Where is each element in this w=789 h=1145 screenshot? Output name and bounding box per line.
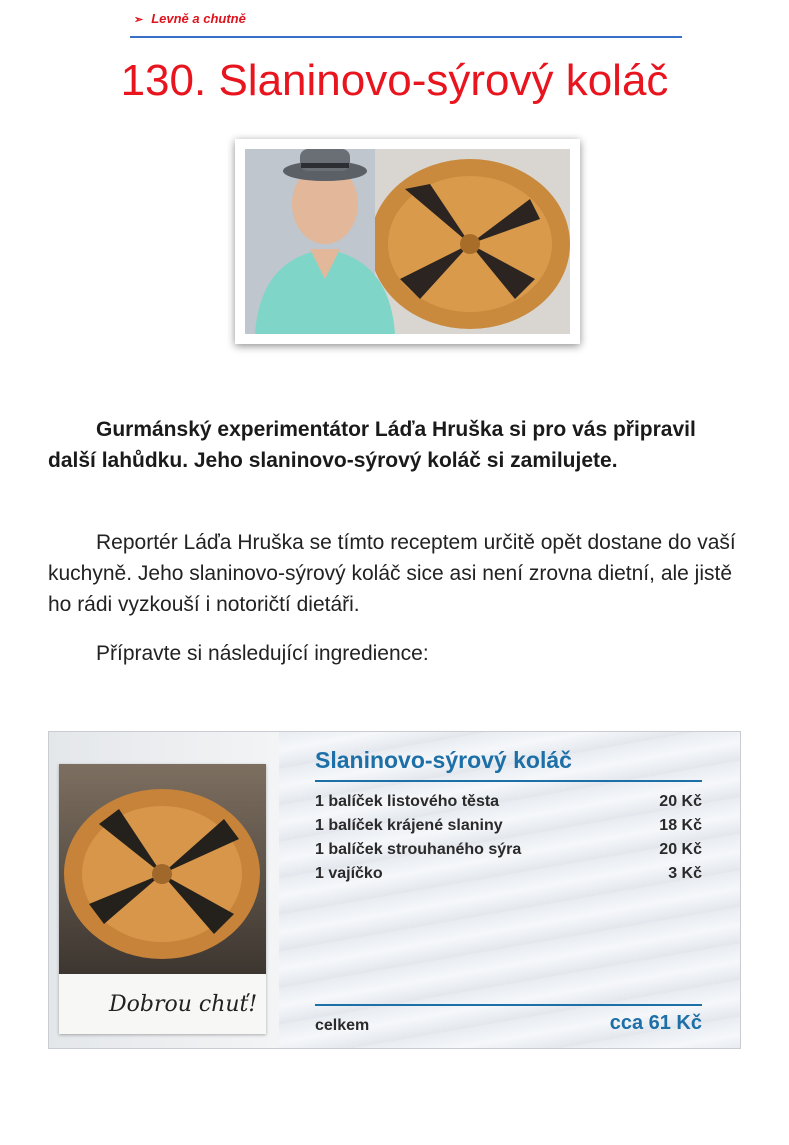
recipe-card-total-rule	[315, 1004, 702, 1006]
ingredient-price: 20 Kč	[659, 841, 702, 858]
body-text: Reportér Láďa Hruška se tímto receptem určitě opět dostane do vaší kuchyně. Jeho slaninovo-sýrový koláč sice asi není zrovna dietní, ale jistě ho rádi vyzkouší i notoričtí dietáři.	[48, 531, 736, 616]
photo-frame	[235, 139, 580, 344]
ingredient-name: 1 balíček krájené slaniny	[315, 817, 503, 834]
ingredients-prompt-text: Přípravte si následující ingredience:	[96, 642, 429, 665]
ingredient-row	[315, 814, 702, 838]
ingredient-name: 1 balíček listového těsta	[315, 793, 500, 810]
recipe-card-title-rule	[315, 780, 702, 782]
ingredient-row	[315, 838, 702, 862]
ingredient-row	[315, 862, 702, 886]
polaroid-photo	[59, 764, 266, 1034]
signature: Dobrou chuť!	[109, 992, 258, 1017]
section-header	[134, 11, 246, 26]
recipe-card	[48, 731, 741, 1049]
ingredient-price: 3 Kč	[668, 865, 702, 882]
pie-photo	[59, 764, 266, 974]
ingredients-list	[315, 790, 702, 886]
recipe-card-title: Slaninovo-sýrový koláč	[315, 747, 572, 773]
total-label: celkem	[315, 1017, 370, 1034]
ingredient-name: 1 vajíčko	[315, 865, 383, 882]
pie-illustration	[59, 764, 266, 974]
total-value: cca 61 Kč	[609, 1012, 702, 1034]
chef-and-pie-photo	[245, 149, 570, 334]
recipe-card-info-panel	[279, 732, 740, 1048]
header-divider	[130, 36, 682, 38]
ingredients-prompt-paragraph	[48, 638, 748, 669]
page-title: 130. Slaninovo-sýrový koláč	[120, 56, 669, 105]
recipe-card-photo-panel	[49, 732, 279, 1048]
section-header-label: Levně a chutně	[151, 11, 246, 26]
ingredient-row	[315, 790, 702, 814]
arrow-right-icon: ➢	[134, 14, 144, 26]
photo-illustration	[245, 149, 570, 334]
ingredient-name: 1 balíček strouhaného sýra	[315, 841, 522, 858]
ingredient-price: 20 Kč	[659, 793, 702, 810]
body-paragraph	[48, 527, 748, 620]
ingredient-price: 18 Kč	[659, 817, 702, 834]
lead-text: Gurmánský experimentátor Láďa Hruška si pro vás připravil další lahůdku. Jeho slaninovo-sýrový koláč si zamilujete.	[48, 418, 696, 472]
lead-paragraph	[48, 414, 748, 476]
